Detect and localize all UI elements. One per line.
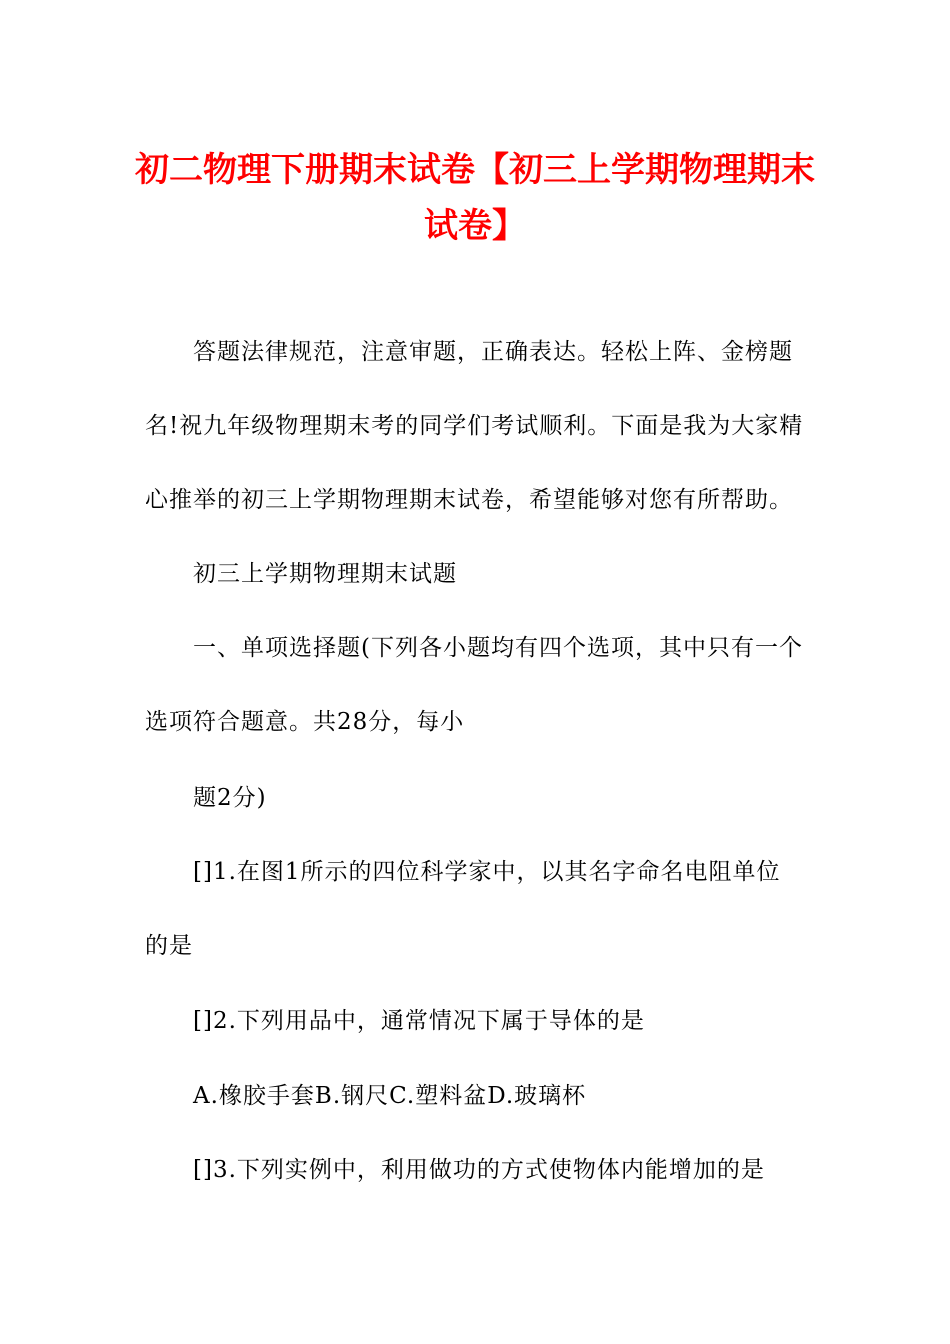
question-section-intro-cont: 选项符合题意。共28分，每小: [145, 709, 465, 735]
document-title: 初二物理下册期末试卷【初三上学期物理期末试卷】: [135, 150, 815, 246]
question-2: []2.下列用品中，通常情况下属于导体的是: [193, 1008, 645, 1034]
question-section-score: 题2分): [193, 785, 267, 811]
paragraph-line-2: 名!祝九年级物理期末考的同学们考试顺利。下面是我为大家精: [145, 413, 804, 439]
paragraph-line-3: 心推举的初三上学期物理期末试卷，希望能够对您有所帮助。: [145, 487, 793, 513]
section-heading: 初三上学期物理期末试题: [193, 561, 457, 587]
question-2-options: A.橡胶手套B.钢尺C.塑料盆D.玻璃杯: [193, 1083, 587, 1109]
paragraph-line-1: 答题法律规范，注意审题，正确表达。轻松上阵、金榜题: [193, 339, 793, 365]
question-1-cont: 的是: [145, 933, 193, 959]
question-1: []1.在图1所示的四位科学家中，以其名字命名电阻单位: [193, 859, 781, 885]
question-3: []3.下列实例中，利用做功的方式使物体内能增加的是: [193, 1157, 765, 1183]
question-section-intro: 一、单项选择题(下列各小题均有四个选项，其中只有一个: [193, 635, 803, 661]
